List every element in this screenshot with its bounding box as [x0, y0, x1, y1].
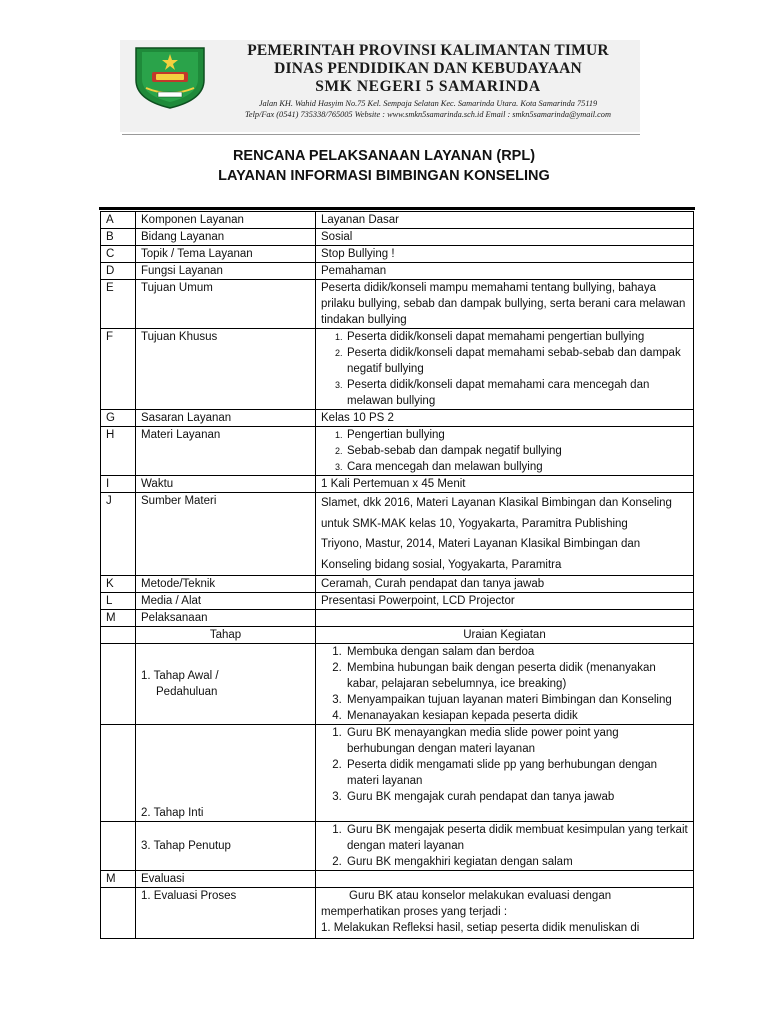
table-row	[101, 576, 694, 593]
stage-label-line-2: Pedahuluan	[156, 686, 218, 698]
row-label: Tujuan Khusus	[136, 329, 316, 410]
row-label: Tujuan Umum	[136, 280, 316, 329]
evaluation-intro: Guru BK atau konselor melakukan evaluasi dengan memperhatikan proses yang terjadi :	[321, 890, 612, 918]
list-item: 2. Membina hubungan baik dengan peserta didik (menanyakan kabar, pelajaran sebelumnya, ice breaking)	[345, 660, 688, 692]
row-label: Materi Layanan	[136, 427, 316, 476]
stage-label: 2. Tahap Inti	[136, 725, 316, 822]
list-item: 3. Peserta didik/konseli dapat memahami cara mencegah dan melawan bullying	[345, 377, 688, 409]
stage-activities	[316, 644, 694, 725]
list-item: 2. Peserta didik/konseli dapat memahami sebab-sebab dan dampak negatif bullying	[345, 345, 688, 377]
row-value: Sosial	[316, 229, 694, 246]
row-value: Layanan Dasar	[316, 212, 694, 229]
row-label: Waktu	[136, 476, 316, 493]
row-label: Komponen Layanan	[136, 212, 316, 229]
table-row	[101, 329, 694, 410]
title-line-1: RENCANA PELAKSANAAN LAYANAN (RPL)	[232, 148, 536, 164]
list-item: 1. Membuka dengan salam dan berdoa	[345, 644, 688, 660]
stage-label	[136, 644, 316, 725]
stage-label-line-1: 1. Tahap Awal /	[141, 670, 219, 682]
table-top-rule	[99, 207, 695, 210]
letterhead-divider	[122, 134, 640, 135]
list-item: 1. Guru BK mengajak peserta didik membuat kesimpulan yang terkait dengan materi layanan	[345, 822, 688, 854]
header-address: Jalan KH. Wahid Hasyim No.75 Kel. Sempaja Selatan Kec. Samarinda Utara. Kota Samarinda 75119	[258, 99, 598, 108]
row-code: H	[101, 427, 136, 476]
stage-activities	[316, 822, 694, 871]
row-value: 1 Kali Pertemuan x 45 Menit	[316, 476, 694, 493]
row-code: G	[101, 410, 136, 427]
table-row	[101, 888, 694, 939]
row-label: Topik / Tema Layanan	[136, 246, 316, 263]
row-code: K	[101, 576, 136, 593]
stage-row	[101, 644, 694, 725]
header-province: PEMERINTAH PROVINSI KALIMANTAN TIMUR	[247, 42, 609, 59]
stage-row	[101, 725, 694, 822]
row-value: Ceramah, Curah pendapat dan tanya jawab	[316, 576, 694, 593]
row-code: F	[101, 329, 136, 410]
table-row	[101, 493, 694, 576]
row-label: Evaluasi	[136, 871, 316, 888]
list-item: 4. Menanayakan kesiapan kepada peserta didik	[345, 708, 688, 724]
row-value: Peserta didik/konseli mampu memahami tentang bullying, bahaya prilaku bullying, sebab dan dampak bullying, serta berani cara melawan tindakan bullying	[316, 280, 694, 329]
row-label: Metode/Teknik	[136, 576, 316, 593]
row-value: Kelas 10 PS 2	[316, 410, 694, 427]
activity-list	[321, 725, 688, 805]
letterhead	[218, 42, 638, 120]
list-item: 2. Peserta didik mengamati slide pp yang berhubungan dengan materi layanan	[345, 757, 688, 789]
stage-header-row	[101, 627, 694, 644]
row-label: Sumber Materi	[136, 493, 316, 576]
table-row	[101, 280, 694, 329]
rpl-table	[100, 211, 694, 939]
row-value	[316, 493, 694, 576]
row-label: 1. Evaluasi Proses	[136, 888, 316, 939]
row-value: Presentasi Powerpoint, LCD Projector	[316, 593, 694, 610]
row-value: Pemahaman	[316, 263, 694, 280]
row-code	[101, 644, 136, 725]
objective-list	[321, 329, 688, 409]
table-row	[101, 263, 694, 280]
stage-row	[101, 822, 694, 871]
stage-activities	[316, 725, 694, 822]
list-item: 1. Guru BK menayangkan media slide power point yang berhubungan dengan materi layanan	[345, 725, 688, 757]
row-code: I	[101, 476, 136, 493]
row-code: A	[101, 212, 136, 229]
row-value	[316, 610, 694, 627]
material-list	[321, 427, 688, 475]
row-code: E	[101, 280, 136, 329]
row-value	[316, 427, 694, 476]
row-code: M	[101, 871, 136, 888]
activity-list	[321, 644, 688, 724]
list-item: 2. Sebab-sebab dan dampak negatif bullying	[345, 443, 688, 459]
source-1: Slamet, dkk 2016, Materi Layanan Klasikal Bimbingan dan Konseling untuk SMK-MAK kelas 10, Yogyakarta, Paramitra Publishing	[321, 497, 672, 530]
table-row	[101, 410, 694, 427]
table-row	[101, 593, 694, 610]
table-row	[101, 246, 694, 263]
row-label: Pelaksanaan	[136, 610, 316, 627]
activity-list	[321, 822, 688, 870]
row-code: L	[101, 593, 136, 610]
row-code	[101, 888, 136, 939]
row-code: D	[101, 263, 136, 280]
header-department: DINAS PENDIDIKAN DAN KEBUDAYAAN	[274, 60, 582, 77]
table-row	[101, 212, 694, 229]
evaluation-item: 1. Melakukan Refleksi hasil, setiap peserta didik menuliskan di	[321, 922, 640, 934]
table-row	[101, 229, 694, 246]
row-value	[316, 888, 694, 939]
row-value	[316, 871, 694, 888]
list-item: 3. Guru BK mengajak curah pendapat dan tanya jawab	[345, 789, 688, 805]
province-emblem-icon	[128, 42, 212, 110]
row-code: C	[101, 246, 136, 263]
table-row	[101, 476, 694, 493]
row-code: J	[101, 493, 136, 576]
header-contact: Telp/Fax (0541) 735338/765005 Website : www.smkn5samarinda.sch.id Email : smkn5samarinda@ymail.com	[245, 110, 611, 119]
row-label: Media / Alat	[136, 593, 316, 610]
row-label: Bidang Layanan	[136, 229, 316, 246]
row-label: Sasaran Layanan	[136, 410, 316, 427]
row-code	[101, 822, 136, 871]
table-row	[101, 427, 694, 476]
row-value: Stop Bullying !	[316, 246, 694, 263]
activity-column-header: Uraian Kegiatan	[316, 627, 694, 644]
list-item: 2. Guru BK mengakhiri kegiatan dengan salam	[345, 854, 688, 870]
row-code: M	[101, 610, 136, 627]
stage-column-header: Tahap	[136, 627, 316, 644]
stage-label: 3. Tahap Penutup	[136, 822, 316, 871]
table-row	[101, 871, 694, 888]
table-row	[101, 610, 694, 627]
header-school: SMK NEGERI 5 SAMARINDA	[315, 78, 541, 95]
row-code: B	[101, 229, 136, 246]
list-item: 3. Menyampaikan tujuan layanan materi Bimbingan dan Konseling	[345, 692, 688, 708]
row-code	[101, 627, 136, 644]
document-title	[0, 146, 768, 186]
row-label: Fungsi Layanan	[136, 263, 316, 280]
title-line-2: LAYANAN INFORMASI BIMBINGAN KONSELING	[218, 168, 550, 184]
row-value	[316, 329, 694, 410]
row-code	[101, 725, 136, 822]
list-item: 1. Pengertian bullying	[345, 427, 688, 443]
list-item: 3. Cara mencegah dan melawan bullying	[345, 459, 688, 475]
source-2: Triyono, Mastur, 2014, Materi Layanan Klasikal Bimbingan dan Konseling bidang sosial, Yogyakarta, Paramitra	[321, 538, 641, 571]
list-item: 1. Peserta didik/konseli dapat memahami pengertian bullying	[345, 329, 688, 345]
